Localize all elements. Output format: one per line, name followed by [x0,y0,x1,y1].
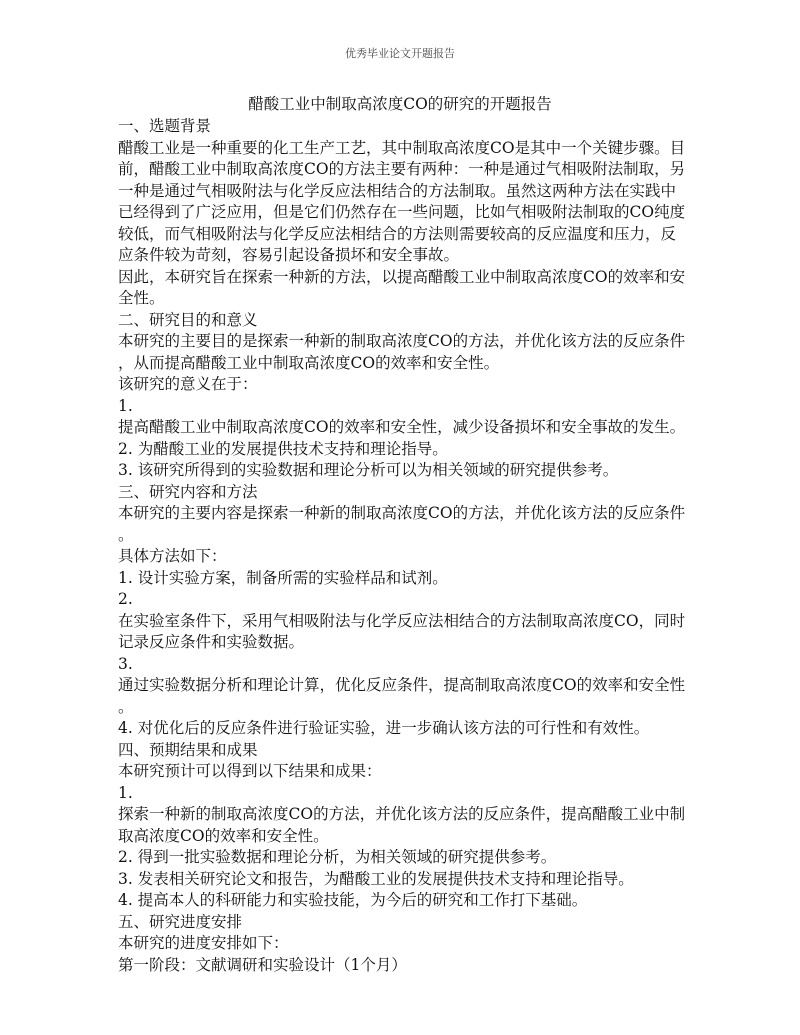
text-line: 四、预期结果和成果 [118,740,258,759]
text-line: 3. [118,654,133,673]
text-line: ，从而提高醋酸工业中制取高浓度CO的效率和安全性。 [118,353,500,372]
text-line: 2. 得到一批实验数据和理论分析，为相关领域的研究提供参考。 [118,848,557,866]
page-header: 优秀毕业论文开题报告 [345,47,455,60]
text-line: 。 [118,525,134,544]
text-line: 一种是通过气相吸附法与化学反应法相结合的方法制取。虽然这两种方法在实践中 [118,181,677,200]
text-line: 2. 为醋酸工业的发展提供技术支持和理论指导。 [118,439,448,458]
text-line: 本研究的主要内容是探索一种新的制取高浓度CO的方法，并优化该方法的反应条件 [118,504,686,522]
text-line: 3. 该研究所得到的实验数据和理论分析可以为相关领域的研究提供参考。 [118,461,619,479]
text-line: 三、研究内容和方法 [118,482,258,501]
text-line: 具体方法如下： [118,547,227,565]
text-line: 一、选题背景 [118,117,212,135]
text-line: 3. 发表相关研究论文和报告，为醋酸工业的发展提供技术支持和理论指导。 [118,869,634,888]
text-line: 该研究的意义在于： [118,375,258,393]
text-line: 1. [118,783,133,802]
text-line: 本研究预计可以得到以下结果和成果： [118,762,382,780]
text-line: 4. 提高本人的科研能力和实验技能，为今后的研究和工作打下基础。 [118,891,588,909]
text-line: 第一阶段：文献调研和实验设计（1个月） [118,955,407,974]
text-line: 2. [118,590,133,608]
text-line: 在实验室条件下，采用气相吸附法与化学反应法相结合的方法制取高浓度CO，同时 [118,611,686,630]
text-line: 提高醋酸工业中制取高浓度CO的效率和安全性，减少设备损坏和安全事故的发生。 [118,418,686,436]
text-line: 二、研究目的和意义 [118,310,258,329]
text-line: 醋酸工业是一种重要的化工生产工艺，其中制取高浓度CO是其中一个关键步骤。目 [118,138,686,157]
text-line: 五、研究进度安排 [118,912,243,931]
text-line: 1. [118,396,133,415]
text-line: 前，醋酸工业中制取高浓度CO的方法主要有两种：一种是通过气相吸附法制取，另 [118,160,686,178]
text-line: 应条件较为苛刻，容易引起设备损坏和安全事故。 [118,246,460,264]
text-line: 1. 设计实验方案，制备所需的实验样品和试剂。 [118,568,448,587]
text-line: 4. 对优化后的反应条件进行验证实验，进一步确认该方法的可行性和有效性。 [118,719,650,737]
document-title: 醋酸工业中制取高浓度CO的研究的开题报告 [248,95,552,113]
text-line: 探索一种新的制取高浓度CO的方法，并优化该方法的反应条件，提高醋酸工业中制 [118,805,686,823]
text-line: 取高浓度CO的效率和安全性。 [118,826,329,845]
text-line: 已经得到了广泛应用，但是它们仍然存在一些问题，比如气相吸附法制取的CO纯度 [118,203,686,221]
text-line: 本研究的主要目的是探索一种新的制取高浓度CO的方法，并优化该方法的反应条件 [118,332,686,350]
text-line: 因此，本研究旨在探索一种新的方法，以提高醋酸工业中制取高浓度CO的效率和安 [118,267,686,286]
text-line: 通过实验数据分析和理论计算，优化反应条件，提高制取高浓度CO的效率和安全性 [118,676,686,694]
text-line: 较低，而气相吸附法与化学反应法相结合的方法则需要较高的反应温度和压力，反 [118,224,677,243]
document-body [118,116,690,976]
text-line: 全性。 [118,289,165,307]
text-line: 记录反应条件和实验数据。 [118,633,305,651]
text-line: 。 [118,697,134,716]
text-line: 本研究的进度安排如下： [118,934,289,952]
